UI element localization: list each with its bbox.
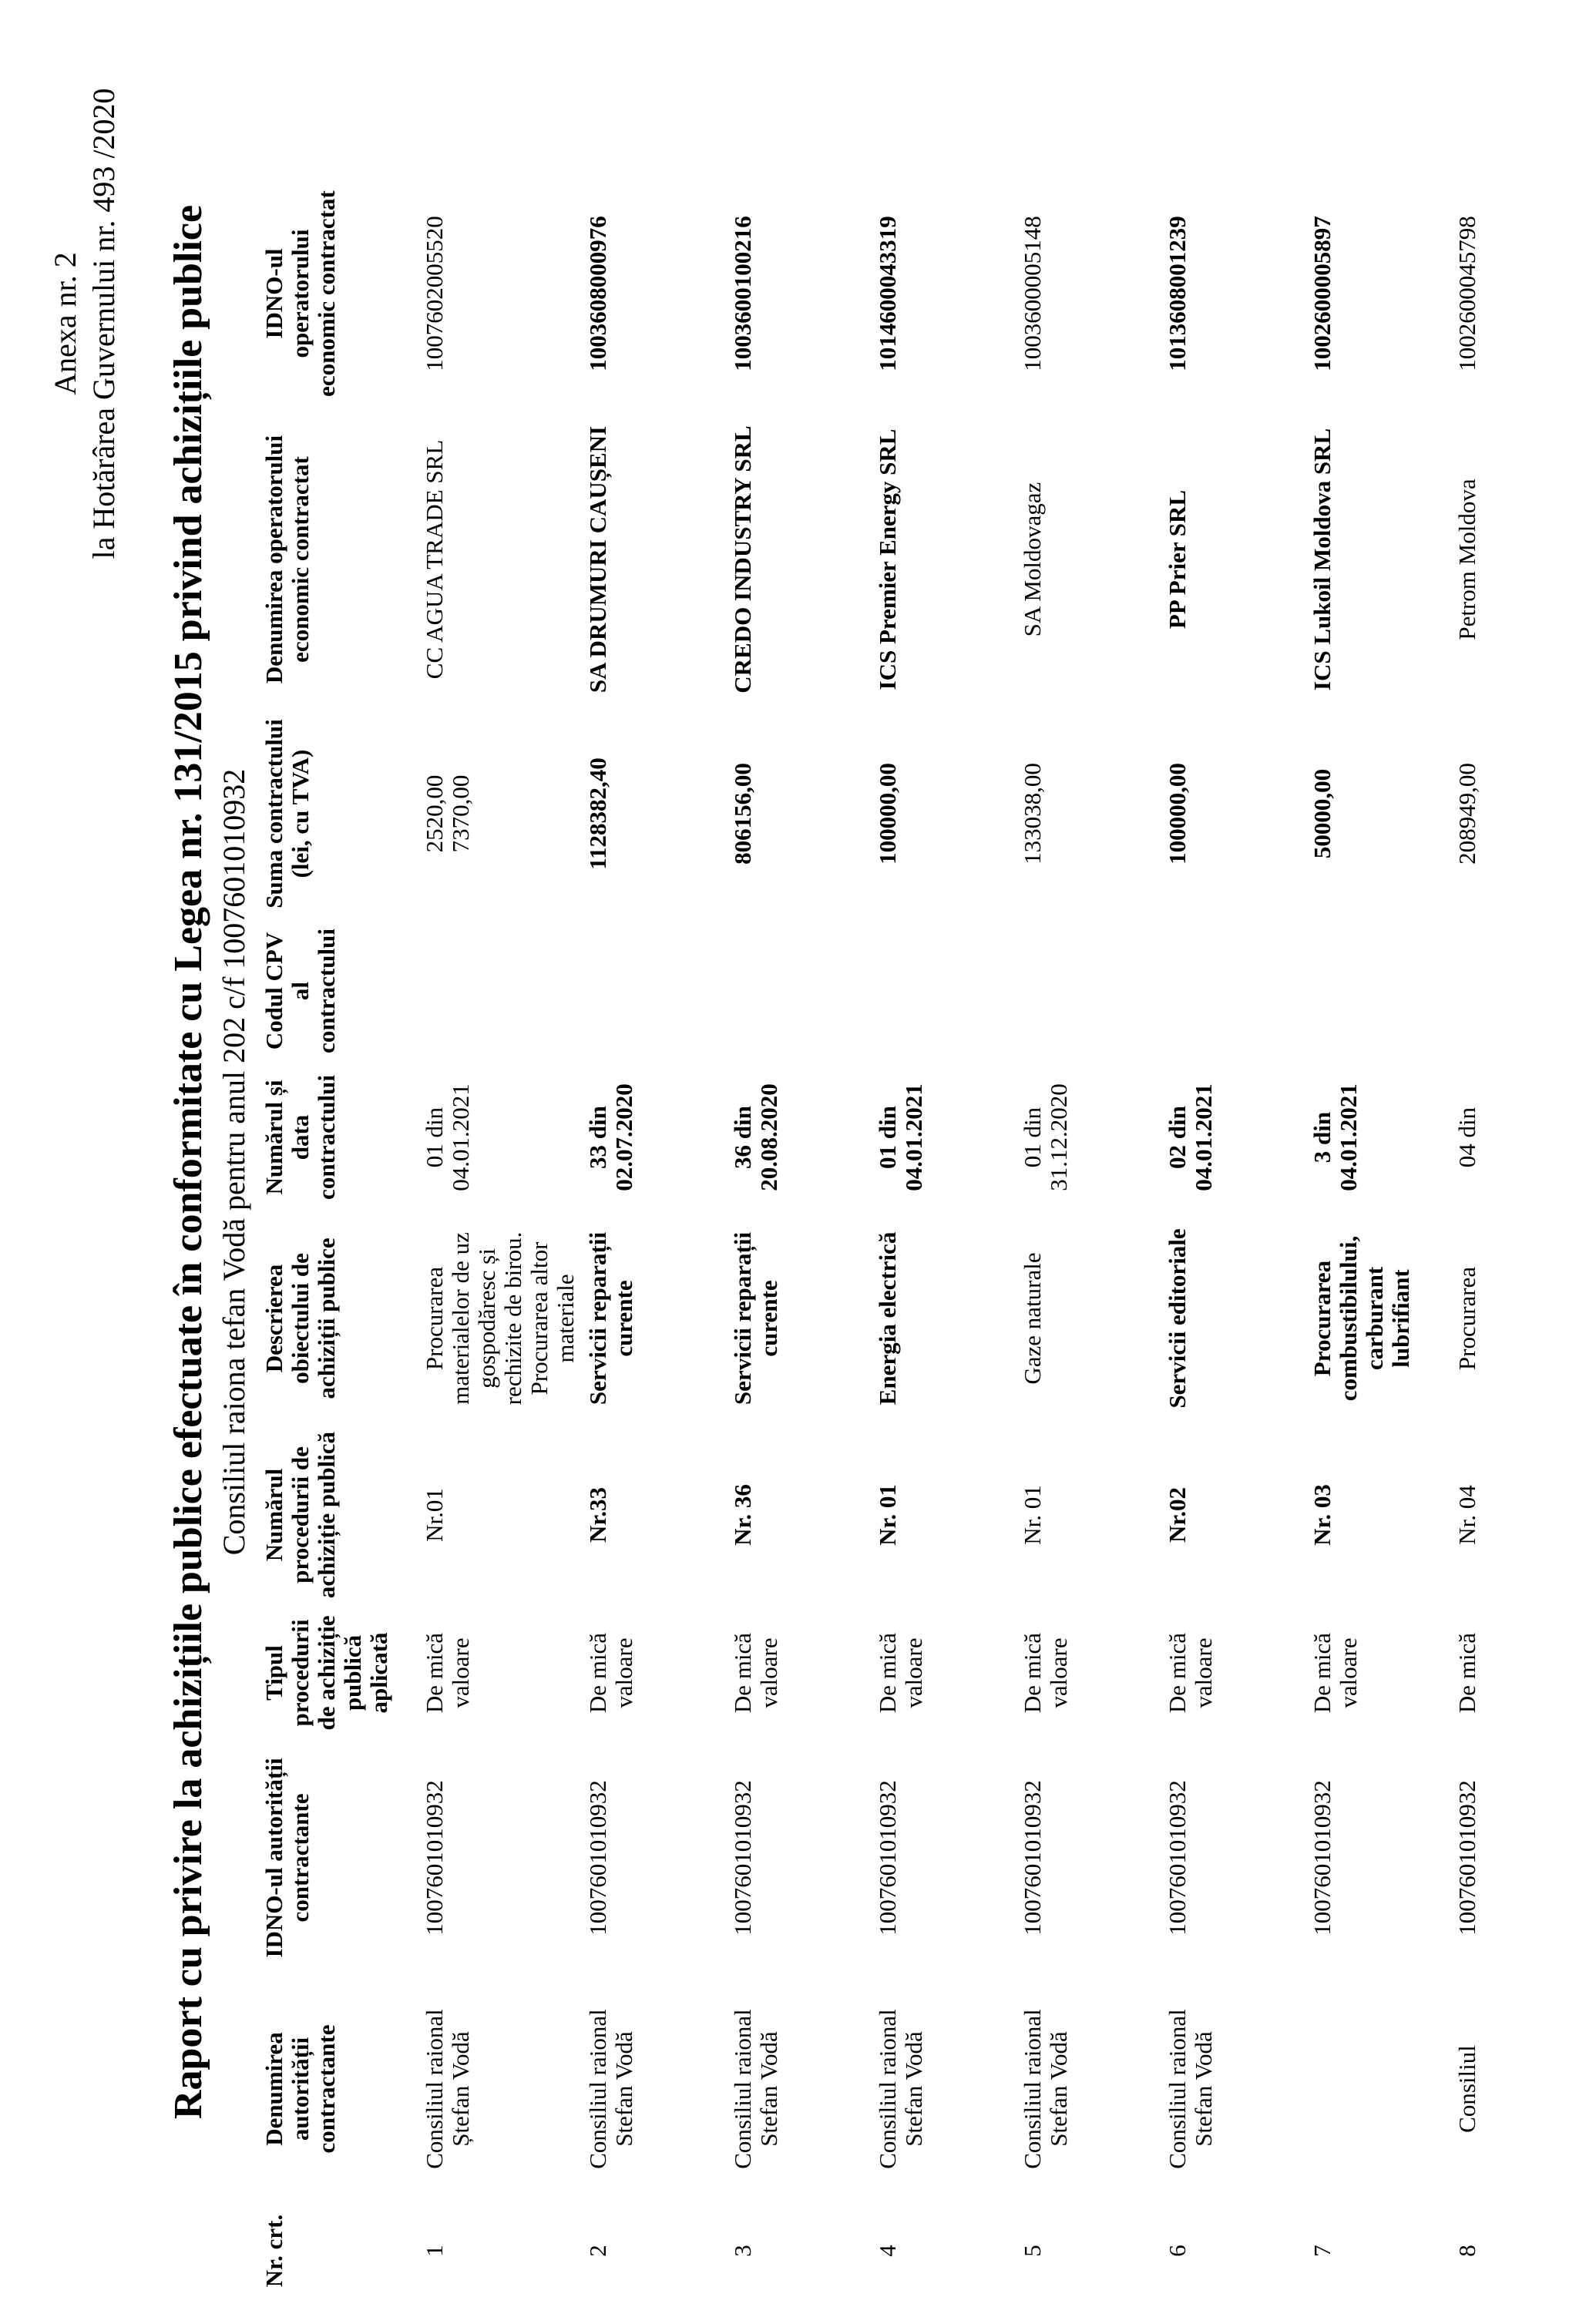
cell-procedure-number — [1306, 1426, 1451, 1604]
cell-object-text: Servicii reparații curente — [584, 1231, 637, 1405]
cell-nr-text: 6 — [1164, 2245, 1191, 2257]
cell-sum-text: 208949,00 — [1453, 763, 1480, 865]
cell-contract — [727, 1064, 872, 1211]
cell-procedure-type-text: De mică — [1453, 1632, 1480, 1714]
cell-operator-text: CREDO INDUSTRY SRL — [729, 425, 756, 694]
cell-idno-operator-text: 1014600043319 — [874, 216, 901, 371]
cell-sum-text: 2520,00 — [421, 774, 448, 853]
cell-nr — [727, 2205, 872, 2297]
cell-cpv — [582, 918, 727, 1064]
cell-idno-operator — [727, 178, 872, 409]
header-cpv: Codul CPV al contractului — [260, 929, 340, 1053]
cell-sum-text: 806156,00 — [729, 763, 756, 865]
cell-sum — [1161, 710, 1306, 918]
cell-sum — [727, 710, 872, 918]
cell-contract-text: 33 din 02.07.2020 — [584, 1083, 637, 1191]
cell-authority-text: Consiliul — [1453, 2045, 1480, 2133]
cell-idno-authority — [872, 1742, 1016, 1973]
cell-idno-authority-text: 1007601010932 — [729, 1780, 756, 1936]
cell-sum — [1306, 710, 1451, 918]
cell-cpv — [1161, 918, 1306, 1064]
cell-procedure-number — [582, 1426, 727, 1604]
cell-authority — [1306, 1973, 1451, 2205]
cell-operator — [1306, 409, 1451, 710]
cell-sum — [1016, 710, 1161, 918]
cell-authority-text: Consiliul raional Stefan Vodă — [1019, 2009, 1072, 2169]
header-sum: Suma contractului (lei, cu TVA) — [260, 719, 314, 908]
table-row — [582, 178, 727, 2297]
procurement-table — [258, 178, 1596, 2297]
cell-procedure-type — [1016, 1604, 1161, 1742]
cell-object — [1306, 1211, 1451, 1426]
cell-sum — [1451, 710, 1596, 918]
cell-operator — [418, 409, 582, 710]
cell-sum-text: 133038,00 — [1019, 763, 1046, 865]
cell-cpv — [1016, 918, 1161, 1064]
cell-contract — [872, 1064, 1016, 1211]
cell-contract-text: 01 din 04.01.2021 — [421, 1083, 474, 1191]
cell-object-text: Servicii editoriale — [1164, 1228, 1191, 1409]
cell-authority — [1016, 1973, 1161, 2205]
cell-procedure-type — [1161, 1604, 1306, 1742]
cell-operator-text: SA DRUMURI CAUȘENI — [584, 425, 611, 694]
cell-object — [727, 1211, 872, 1426]
cell-contract-text: 01 din 04.01.2021 — [874, 1083, 927, 1191]
cell-idno-operator-text: 1002600005897 — [1309, 216, 1336, 371]
cell-contract-text: 36 din 20.08.2020 — [729, 1083, 782, 1191]
annex-block — [46, 54, 123, 593]
cell-idno-authority-text: 1007601010932 — [1164, 1780, 1191, 1936]
cell-idno-operator — [1451, 178, 1596, 409]
table-row — [1016, 178, 1161, 2297]
cell-procedure-number — [727, 1426, 872, 1604]
cell-procedure-number-text: Nr. 03 — [1309, 1484, 1336, 1546]
cell-contract — [1451, 1064, 1596, 1211]
cell-nr — [1016, 2205, 1161, 2297]
cell-nr-text: 3 — [729, 2245, 756, 2257]
cell-object — [1016, 1211, 1161, 1426]
annex-line-1: Anexa nr. 2 — [48, 252, 82, 395]
annex-line-2: la Hotărârea Guvernului nr. 493 /2020 — [86, 88, 121, 559]
cell-procedure-type-text: De mică valoare — [584, 1632, 637, 1714]
cell-idno-authority-text: 1007601010932 — [1309, 1780, 1336, 1936]
header-procedure-type: Tipul procedurii de achiziție publică aplicată — [260, 1615, 392, 1731]
cell-object-text: Procurarea — [1453, 1266, 1480, 1371]
cell-idno-authority-text: 1007601010932 — [874, 1780, 901, 1936]
cell-idno-operator — [582, 178, 727, 409]
cell-procedure-type — [727, 1604, 872, 1742]
cell-procedure-type — [1451, 1604, 1596, 1742]
cell-authority-text: Consiliul raional Stefan Vodă — [1164, 2009, 1217, 2169]
cell-idno-authority-text: 1007601010932 — [1019, 1780, 1046, 1936]
cell-sum-text: 100000,00 — [1164, 763, 1191, 865]
cell-idno-authority-text: 1007601010932 — [421, 1780, 448, 1936]
cell-authority — [872, 1973, 1016, 2205]
cell-idno-operator-text: 1003600100216 — [729, 216, 756, 371]
header-nr: Nr. crt. — [260, 2214, 287, 2288]
cell-contract — [1161, 1064, 1306, 1211]
header-authority: Denumirea autorității contractante — [260, 2024, 340, 2154]
cell-procedure-type-text: De mică valoare — [421, 1632, 474, 1714]
cell-idno-operator — [1306, 178, 1451, 409]
cell-nr-text: 1 — [421, 2245, 448, 2257]
cell-operator — [1451, 409, 1596, 710]
table-row — [727, 178, 872, 2297]
cell-idno-operator — [1016, 178, 1161, 409]
cell-sum-text: 50000,00 — [1309, 768, 1336, 859]
cell-idno-authority-text: 1007601010932 — [1453, 1780, 1480, 1936]
table-row — [1161, 178, 1306, 2297]
cell-procedure-number-text: Nr.33 — [584, 1486, 611, 1543]
cell-contract-text: 01 din 31.12.2020 — [1019, 1083, 1072, 1191]
cell-idno-operator-text: 1013608001239 — [1164, 216, 1191, 371]
cell-authority — [1451, 1973, 1596, 2205]
cell-authority-text: Consiliul raional Stefan Vodă — [874, 2009, 927, 2169]
cell-operator-text: PP Prier SRL — [1164, 489, 1191, 630]
cell-contract-text: 3 din 04.01.2021 — [1309, 1083, 1362, 1191]
cell-procedure-type-text: De mică valoare — [729, 1632, 782, 1714]
table-row — [872, 178, 1016, 2297]
cell-procedure-type — [418, 1604, 582, 1742]
header-object: Descrierea obiectului de achiziții publice — [260, 1238, 340, 1399]
cell-idno-authority — [1016, 1742, 1161, 1973]
cell-procedure-number-text: Nr. 01 — [1019, 1485, 1046, 1545]
cell-idno-authority — [1161, 1742, 1306, 1973]
cell-operator-text: Petrom Moldova — [1453, 479, 1480, 640]
cell-object-text: Gaze naturale — [1019, 1252, 1046, 1385]
table-header-row — [258, 178, 418, 2297]
cell-procedure-number-text: Nr.01 — [421, 1488, 448, 1542]
header-idno-authority: IDNO-ul autorității contractante — [260, 1758, 314, 1958]
cell-operator — [582, 409, 727, 710]
cell-operator — [1161, 409, 1306, 710]
cell-idno-operator-text: 1007602005520 — [421, 216, 448, 371]
cell-idno-operator — [1161, 178, 1306, 409]
cell-idno-authority — [1451, 1742, 1596, 1973]
cell-procedure-number — [1161, 1426, 1306, 1604]
cell-contract-text: 04 din — [1453, 1107, 1480, 1168]
cell-nr — [1306, 2205, 1451, 2297]
cell-contract — [1016, 1064, 1161, 1211]
cell-object — [872, 1211, 1016, 1426]
cell-object-text: Servicii reparații curente — [729, 1231, 782, 1405]
cell-procedure-number — [1016, 1426, 1161, 1604]
cell-cpv — [727, 918, 872, 1064]
cell-sum-text: 1128382,40 — [584, 757, 611, 870]
cell-object-extra-text: Procurarea altor materiale — [526, 1241, 579, 1395]
cell-contract-text: 02 din 04.01.2021 — [1164, 1083, 1217, 1191]
cell-idno-authority — [1306, 1742, 1451, 1973]
cell-cpv — [1451, 918, 1596, 1064]
cell-cpv — [1306, 918, 1451, 1064]
cell-procedure-type-text: De mică valoare — [1019, 1632, 1072, 1714]
cell-operator-text: CC AGUA TRADE SRL — [421, 439, 448, 680]
cell-nr-text: 8 — [1453, 2245, 1480, 2257]
cell-authority — [582, 1973, 727, 2205]
cell-procedure-type-text: De mică valoare — [1309, 1632, 1362, 1714]
cell-idno-authority — [418, 1742, 582, 1973]
cell-authority-text: Consiliul raional Stefan Vodă — [729, 2009, 782, 2169]
cell-nr — [1161, 2205, 1306, 2297]
cell-procedure-number — [418, 1426, 582, 1604]
report-title: Raport cu privire la achizițiile publice efectuate în conformitate cu Legea nr. 131/2015 privind achizițiile publice — [166, 204, 210, 2120]
cell-operator-text: ICS Lukoil Moldova SRL — [1309, 428, 1336, 691]
cell-procedure-type-text: De mică valoare — [874, 1632, 927, 1714]
cell-operator — [872, 409, 1016, 710]
cell-object — [1161, 1211, 1306, 1426]
cell-cpv — [418, 918, 582, 1064]
cell-object-text: Procurarea combustibilului, carburant lubrifiant — [1309, 1235, 1414, 1402]
cell-procedure-type — [1306, 1604, 1451, 1742]
cell-operator-text: ICS Premier Energy SRL — [874, 428, 901, 690]
cell-sum-extra-text: 7370,00 — [447, 774, 474, 853]
cell-idno-authority — [727, 1742, 872, 1973]
cell-procedure-type-text: De mică valoare — [1164, 1632, 1217, 1714]
cell-procedure-number-text: Nr. 04 — [1453, 1485, 1480, 1545]
cell-idno-authority-text: 1007601010932 — [584, 1780, 611, 1936]
cell-idno-operator — [418, 178, 582, 409]
cell-sum — [582, 710, 727, 918]
cell-nr-text: 5 — [1019, 2245, 1046, 2257]
cell-contract — [582, 1064, 727, 1211]
cell-contract — [418, 1064, 582, 1211]
report-subtitle: Consiliul raiona tefan Vodă pentru anul 202 c/f 1007601010932 — [217, 768, 251, 1556]
cell-procedure-number — [872, 1426, 1016, 1604]
cell-operator — [727, 409, 872, 710]
table-row — [1306, 178, 1451, 2297]
cell-contract — [1306, 1064, 1451, 1211]
cell-authority — [727, 1973, 872, 2205]
header-idno-operator: IDNO-ul operatorului economic contractat — [260, 190, 340, 397]
cell-nr — [1451, 2205, 1596, 2297]
cell-object — [418, 1211, 582, 1426]
cell-procedure-type — [582, 1604, 727, 1742]
cell-authority-text: Consiliul raional Stefan Vodă — [584, 2009, 637, 2169]
cell-operator-text: SA Moldovagaz — [1019, 482, 1046, 637]
cell-authority-text: Consiliul raional Ștefan Vodă — [421, 2009, 474, 2169]
cell-authority — [1161, 1973, 1306, 2205]
header-procedure-number: Numărul procedurii de achiziție publică — [260, 1431, 340, 1599]
cell-object-text: Energia electrică — [874, 1231, 901, 1405]
cell-idno-operator-text: 1003608000976 — [584, 216, 611, 371]
cell-sum-text: 100000,00 — [874, 763, 901, 865]
cell-nr-text: 2 — [584, 2245, 611, 2257]
cell-idno-operator — [872, 178, 1016, 409]
table-row — [1451, 178, 1596, 2297]
cell-sum — [872, 710, 1016, 918]
cell-cpv — [872, 918, 1016, 1064]
cell-nr-text: 4 — [874, 2245, 901, 2257]
cell-procedure-number — [1451, 1426, 1596, 1604]
cell-idno-authority — [582, 1742, 727, 1973]
cell-procedure-type — [872, 1604, 1016, 1742]
cell-authority — [418, 1973, 582, 2205]
cell-nr — [418, 2205, 582, 2297]
cell-object — [582, 1211, 727, 1426]
table-body — [418, 178, 1596, 2297]
cell-operator — [1016, 409, 1161, 710]
cell-nr-text: 7 — [1309, 2245, 1336, 2257]
table-row — [418, 178, 582, 2297]
cell-nr — [582, 2205, 727, 2297]
cell-procedure-number-text: Nr. 01 — [874, 1484, 901, 1546]
cell-procedure-number-text: Nr. 36 — [729, 1484, 756, 1546]
header-contract-number: Numărul și data contractului — [260, 1075, 340, 1200]
cell-idno-operator-text: 1003600005148 — [1019, 216, 1046, 371]
cell-idno-operator-text: 1002600045798 — [1453, 216, 1480, 371]
header-operator: Denumirea operatorului economic contractat — [260, 435, 314, 684]
cell-object — [1451, 1211, 1596, 1426]
cell-nr — [872, 2205, 1016, 2297]
cell-sum — [418, 710, 582, 918]
cell-procedure-number-text: Nr.02 — [1164, 1486, 1191, 1543]
cell-object-text: Procurarea materialelor de uz gospodăresc și rechizite de birou. — [421, 1231, 526, 1405]
